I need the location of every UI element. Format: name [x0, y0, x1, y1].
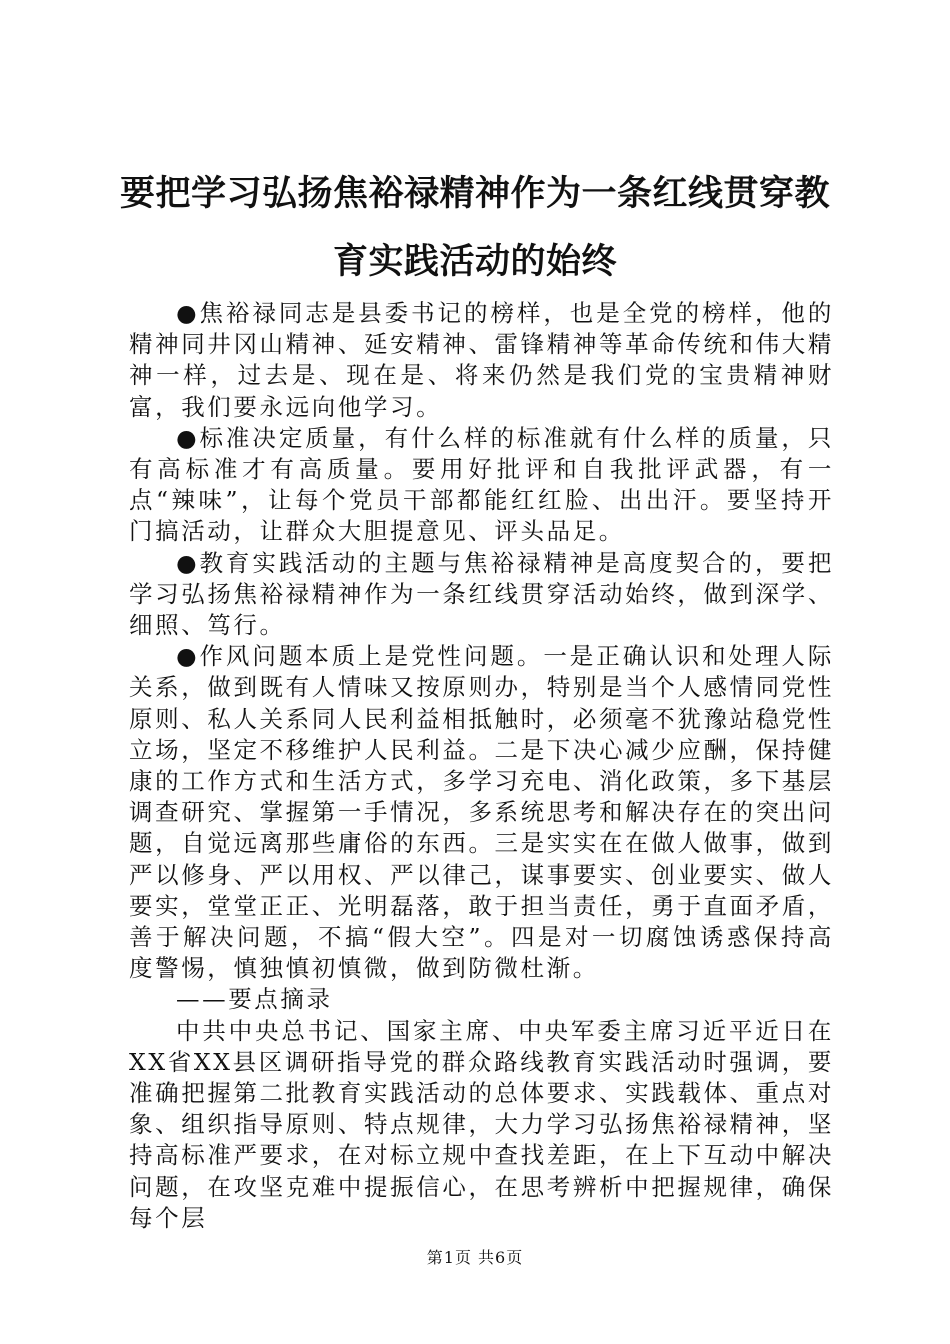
paragraph-5: 中共中央总书记、国家主席、中央军委主席习近平近日在XX省XX县区调研指导党的群众路线教育实践活动时强调，要准确把握第二批教育实践活动的总体要求、实践载体、重点对象、组织指导原则、特点规律，大力学习弘扬焦裕禄精神，坚持高标准严要求，在对标立规中查找差距，在上下互动中解决问题，在攻坚克难中提振信心，在思考辨析中把握规律，确保每个层 — [129, 1016, 834, 1232]
document-body — [129, 298, 834, 1234]
paragraph-3: ●教育实践活动的主题与焦裕禄精神是高度契合的，要把学习弘扬焦裕禄精神作为一条红线贯穿活动始终，做到深学、细照、笃行。 — [129, 548, 834, 640]
page-number-footer: 第1页 共6页 — [426, 1248, 524, 1267]
document-title: 要把学习弘扬焦裕禄精神作为一条红线贯穿教育实践活动的始终 — [119, 174, 830, 282]
paragraph-4: ●作风问题本质上是党性问题。一是正确认识和处理人际关系，做到既有人情味又按原则办，特别是当个人感情同党性原则、私人关系同人民利益相抵触时，必须毫不犹豫站稳党性立场，坚定不移维护人民利益。二是下决心减少应酬，保持健康的工作方式和生活方式，多学习充电、消化政策，多下基层调查研究、掌握第一手情况，多系统思考和解决存在的突出问题，自觉远离那些庸俗的东西。三是实实在在做人做事，做到严以修身、严以用权、严以律己，谋事要实、创业要实、做人要实，堂堂正正、光明磊落，敢于担当责任，勇于直面矛盾，善于解决问题，不搞“假大空”。四是对一切腐蚀诱惑保持高度警惕，慎独慎初慎微，做到防微杜渐。 — [129, 642, 834, 983]
excerpt-attribution: ——要点摘录 — [176, 985, 333, 1014]
paragraph-2: ●标准决定质量，有什么样的标准就有什么样的质量，只有高标准才有高质量。要用好批评和自我批评武器，有一点“辣味”，让每个党员干部都能红红脸、出出汗。要坚持开门搞活动，让群众大胆提意见、评头品足。 — [129, 423, 834, 546]
paragraph-1: ●焦裕禄同志是县委书记的榜样，也是全党的榜样，他的精神同井冈山精神、延安精神、雷锋精神等革命传统和伟大精神一样，过去是、现在是、将来仍然是我们党的宝贵精神财富，我们要永远向他学习。 — [129, 299, 834, 421]
